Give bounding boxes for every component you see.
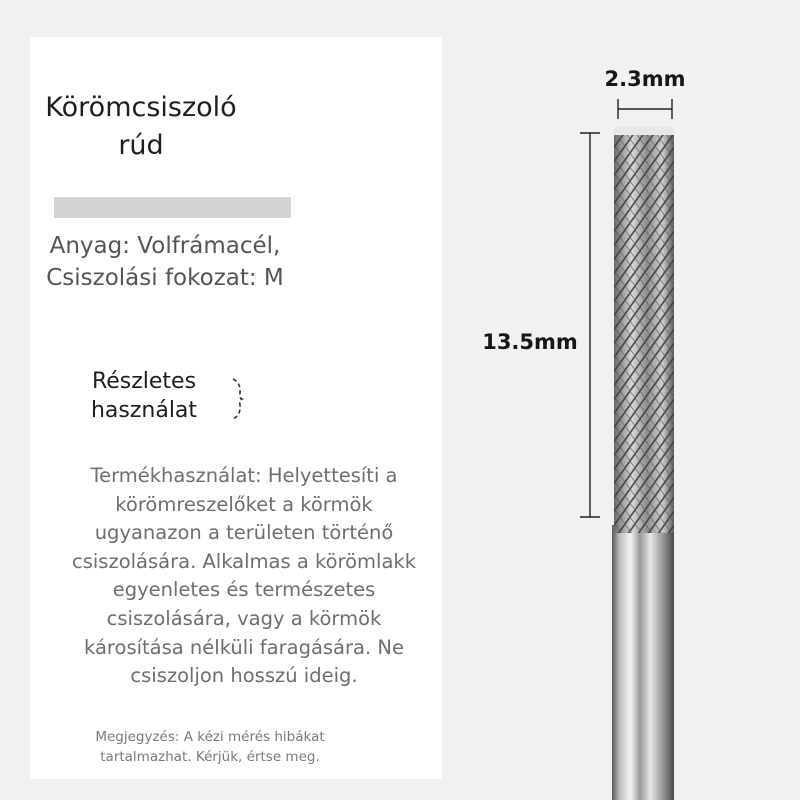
length-label: 13.5mm (482, 330, 578, 354)
drill-shank (612, 525, 674, 800)
usage-description: Termékhasználat: Helyettesíti a körömreszelőket a körmök ugyanazon a területen történő csiszolására. Alkalmas a körömlakk egyenletes és természetes csiszolására, vagy a körmök károsítása nélküli faragására. Ne csiszoljon hosszú ideig. (72, 464, 416, 688)
detailed-usage-label: Részletes használat (90, 369, 198, 423)
width-label: 2.3mm (604, 67, 686, 91)
material-spec: Anyag: Volfrámacél, Csiszolási fokozat: M (46, 233, 284, 291)
nail-drill-bit-icon (470, 55, 790, 800)
title-divider (54, 197, 291, 218)
product-title: Körömcsiszoló rúd (45, 92, 237, 161)
measurement-note: Megjegyzés: A kézi mérés hibákat tartalmazhat. Kérjük, értse meg. (95, 729, 325, 765)
brace-icon (230, 377, 244, 421)
info-card (30, 37, 442, 779)
